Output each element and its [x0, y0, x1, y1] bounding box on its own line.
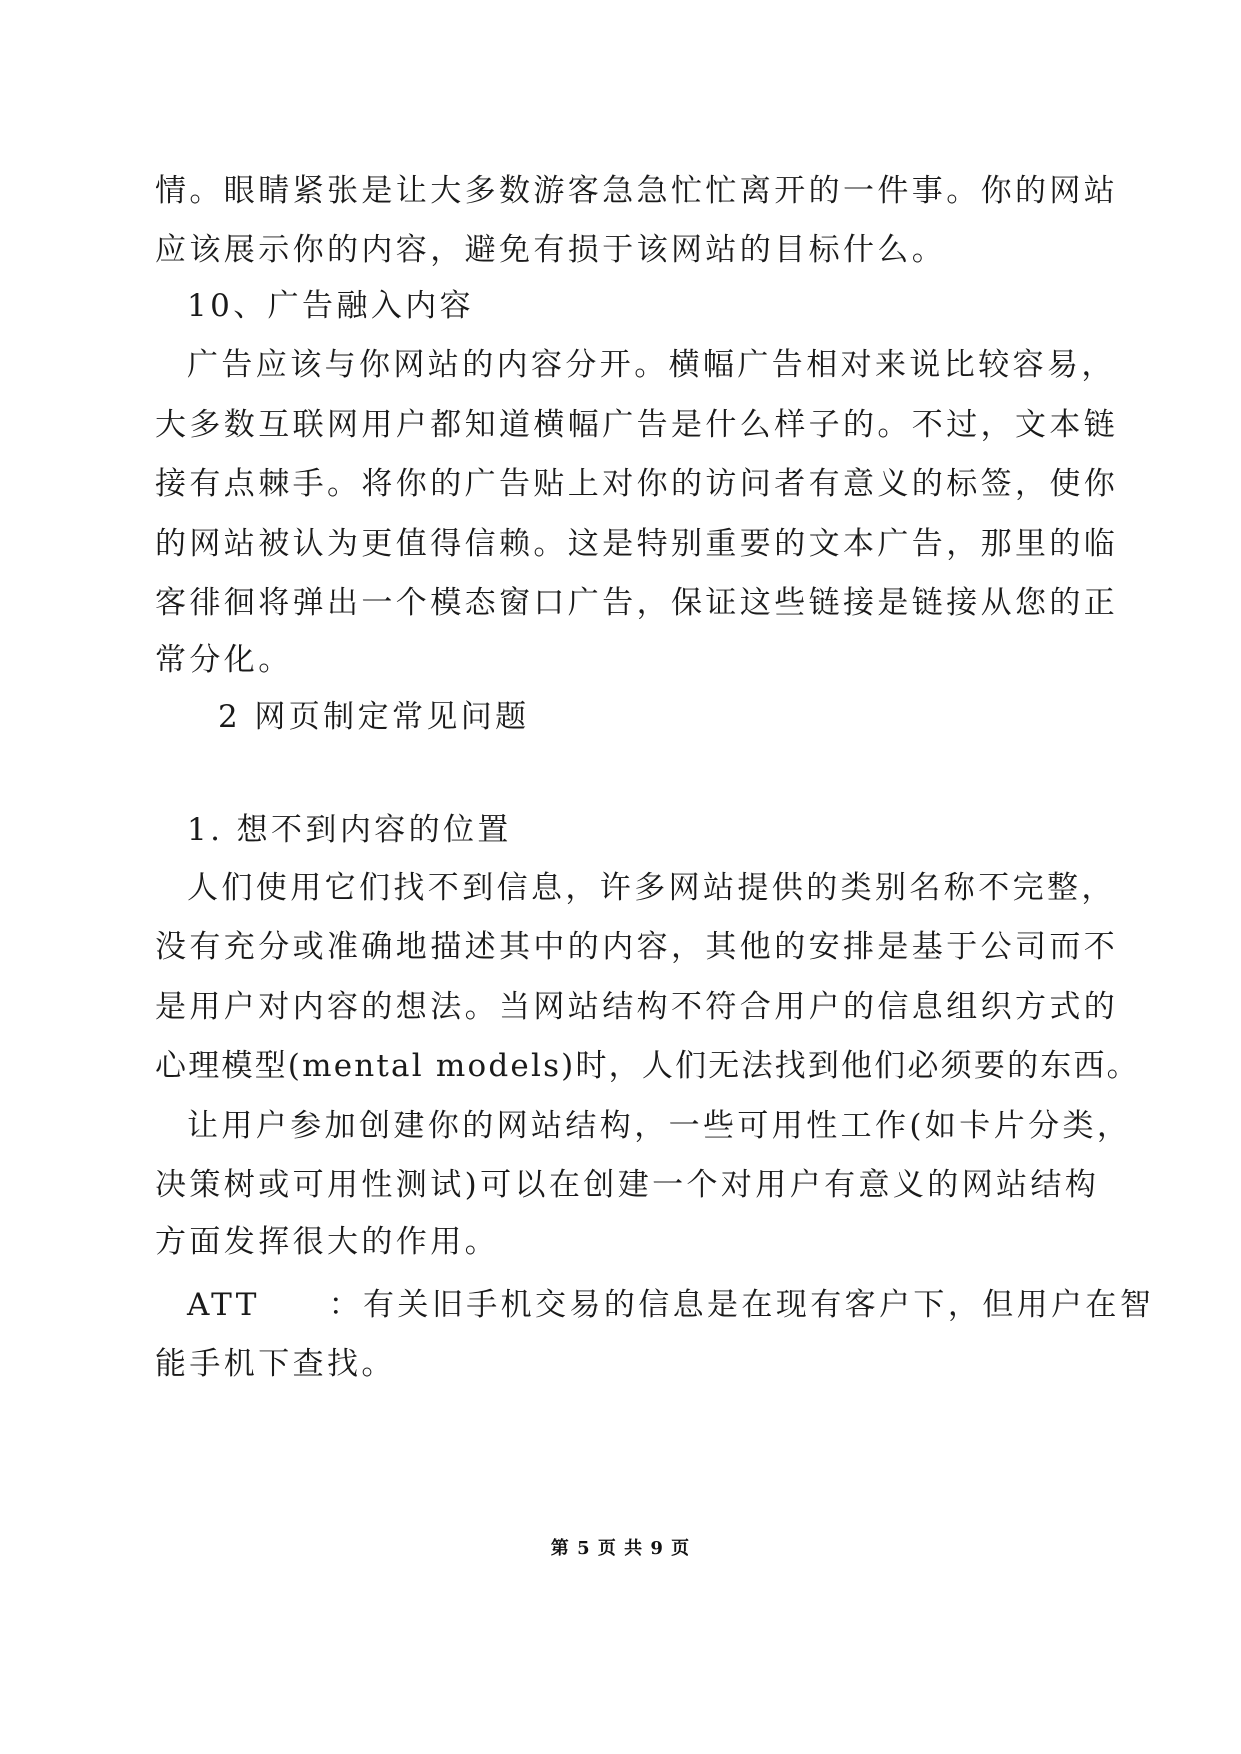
paragraph-line: 客徘徊将弹出一个模态窗口广告，保证这些链接是链接从您的正: [155, 585, 1119, 621]
paragraph-line: 大多数互联网用户都知道横幅广告是什么样子的。不过，文本链: [155, 407, 1119, 443]
paragraph-line: 没有充分或准确地描述其中的内容，其他的安排是基于公司而不: [155, 929, 1119, 965]
paragraph-line: 决策树或可用性测试)可以在创建一个对用户有意义的网站结构: [155, 1167, 1100, 1203]
paragraph-line: 方面发挥很大的作用。: [155, 1224, 499, 1260]
paragraph-line: 广告应该与你网站的内容分开。横幅广告相对来说比较容易，: [187, 347, 1116, 383]
paragraph-line: 应该展示你的内容，避免有损于该网站的目标什么。: [155, 232, 947, 268]
chapter-heading: 2 网页制定常见问题: [218, 699, 530, 735]
paragraph-line: 是用户对内容的想法。当网站结构不符合用户的信息组织方式的: [155, 989, 1119, 1025]
paragraph-line: 让用户参加创建你的网站结构，一些可用性工作(如卡片分类，: [187, 1108, 1132, 1144]
paragraph-line: 的网站被认为更值得信赖。这是特别重要的文本广告，那里的临: [155, 526, 1119, 562]
paragraph-line: 接有点棘手。将你的广告贴上对你的访问者有意义的标签，使你: [155, 466, 1119, 502]
section-heading: 1. 想不到内容的位置: [187, 812, 512, 848]
section-heading: 10、广告融入内容: [187, 288, 475, 324]
paragraph-line: 能手机下查找。: [155, 1346, 396, 1382]
paragraph-line: 人们使用它们找不到信息，许多网站提供的类别名称不完整，: [187, 870, 1116, 906]
paragraph-line: 情。眼睛紧张是让大多数游客急急忙忙离开的一件事。你的网站: [155, 173, 1119, 209]
page-number-footer: 第 5 页 共 9 页: [550, 1538, 691, 1559]
paragraph-line: 心理模型(mental models)时，人们无法找到他们必须要的东西。: [155, 1048, 1140, 1084]
paragraph-line: ATT ：有关旧手机交易的信息是在现有客户下，但用户在智: [187, 1287, 1155, 1323]
paragraph-line: 常分化。: [155, 642, 293, 678]
